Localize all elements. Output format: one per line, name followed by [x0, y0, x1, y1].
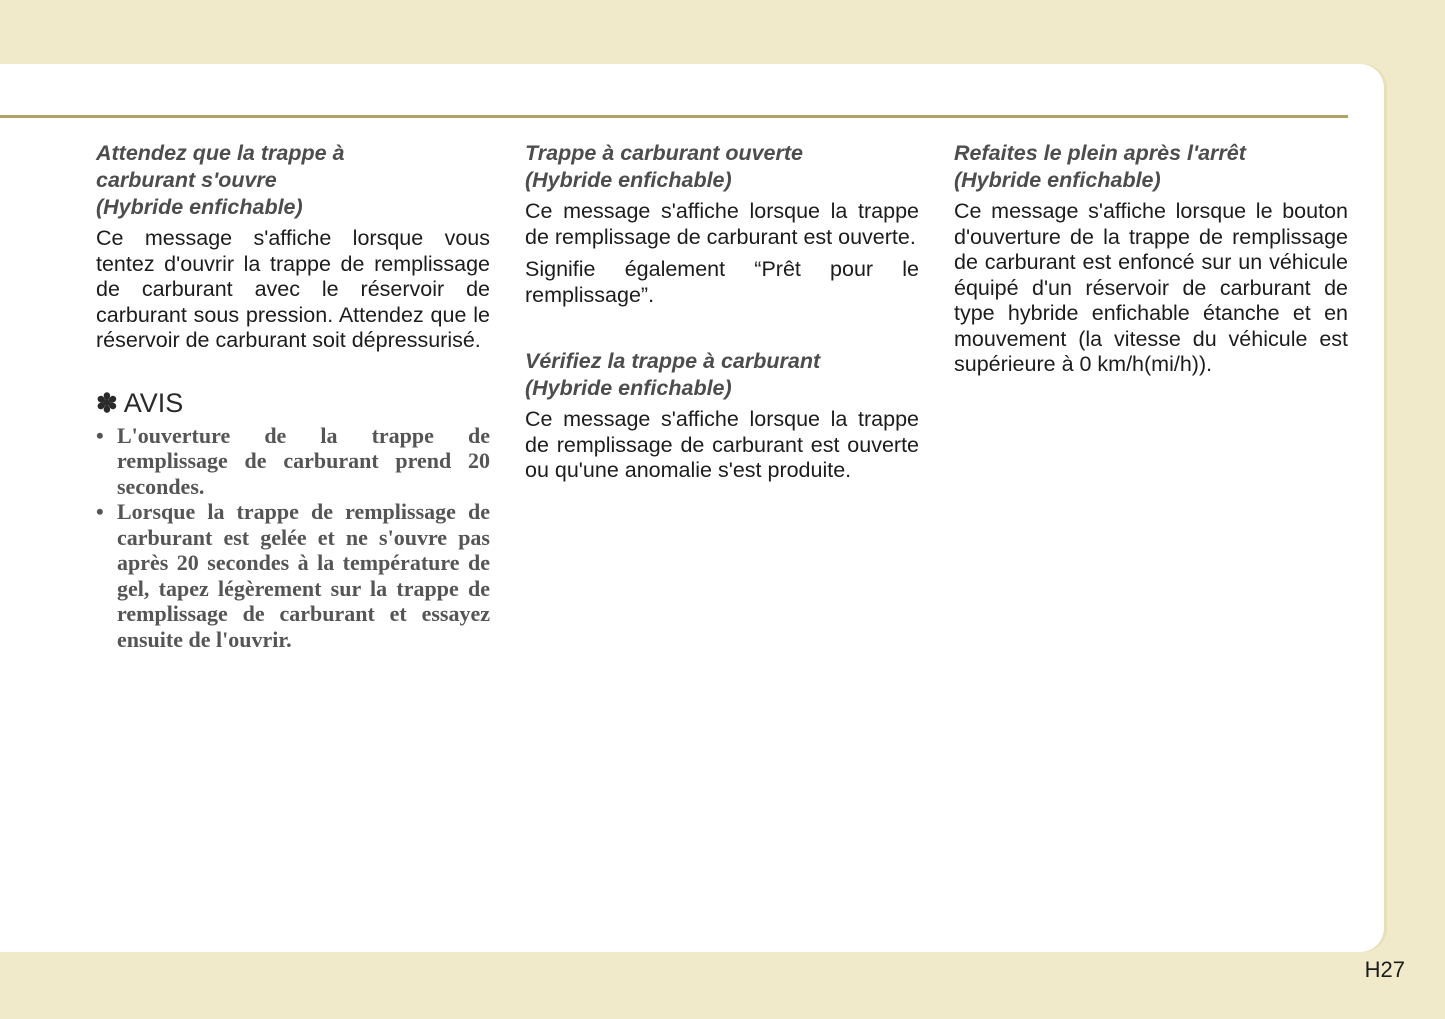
bullet-icon: • — [96, 499, 104, 524]
section-heading-refuel-after-stop: Refaites le plein après l'arrêt (Hybride enfichable) — [954, 141, 1246, 192]
section-heading-check-fuel-door: Vérifiez la trappe à carburant (Hybride enfichable) — [525, 349, 821, 400]
section-body-fuel-door-open: Ce message s'affiche lorsque la trappe de remplissage de carburant est ouverte. — [525, 199, 919, 249]
notice-title-label: AVIS — [123, 387, 184, 418]
section-check-fuel-door — [525, 348, 919, 484]
section-heading-wait-fuel-door: Attendez que la trappe à carburant s'ouvre (Hybride enfichable) — [96, 141, 345, 219]
section-body-refuel-after-stop: Ce message s'affiche lorsque le bouton d'ouverture de la trappe de remplissage de carburant est enfoncé sur un véhicule équipé d'un réservoir de carburant de type hybride enfichable étanche et en mouvement (la vitesse du véhicule est supérieure à 0 km/h(mi/h)). — [954, 199, 1348, 376]
notice-title — [96, 386, 490, 420]
section-body-fuel-door-open-ready: Signifie également “Prêt pour le remplissage”. — [525, 257, 919, 307]
notice-list — [96, 423, 490, 653]
column-left — [96, 140, 490, 652]
section-body-wait-fuel-door: Ce message s'affiche lorsque vous tentez d'ouvrir la trappe de remplissage de carburant avec le réservoir de carburant sous pression. Attendez que le réservoir de carburant soit dépressurisé. — [96, 226, 490, 352]
page-number: H27 — [1364, 957, 1405, 982]
header-rule — [0, 115, 1348, 118]
bullet-icon: • — [96, 422, 104, 448]
asterisk-icon: ✽ — [96, 387, 118, 418]
notice-item: • L'ouverture de la trappe de remplissage de carburant prend 20 secondes. — [96, 422, 490, 499]
column-right — [954, 140, 1348, 378]
notice-item: • Lorsque la trappe de remplissage de carburant est gelée et ne s'ouvre pas après 20 secondes à la température de gel, tapez légèrement sur la trappe de remplissage de carburant et essayez ensuite de l'ouvrir. — [96, 499, 490, 652]
section-heading-fuel-door-open: Trappe à carburant ouverte (Hybride enfichable) — [525, 141, 803, 192]
section-body-check-fuel-door: Ce message s'affiche lorsque la trappe de remplissage de carburant est ouverte ou qu'une anomalie s'est produite. — [525, 407, 919, 482]
column-middle — [525, 140, 919, 484]
